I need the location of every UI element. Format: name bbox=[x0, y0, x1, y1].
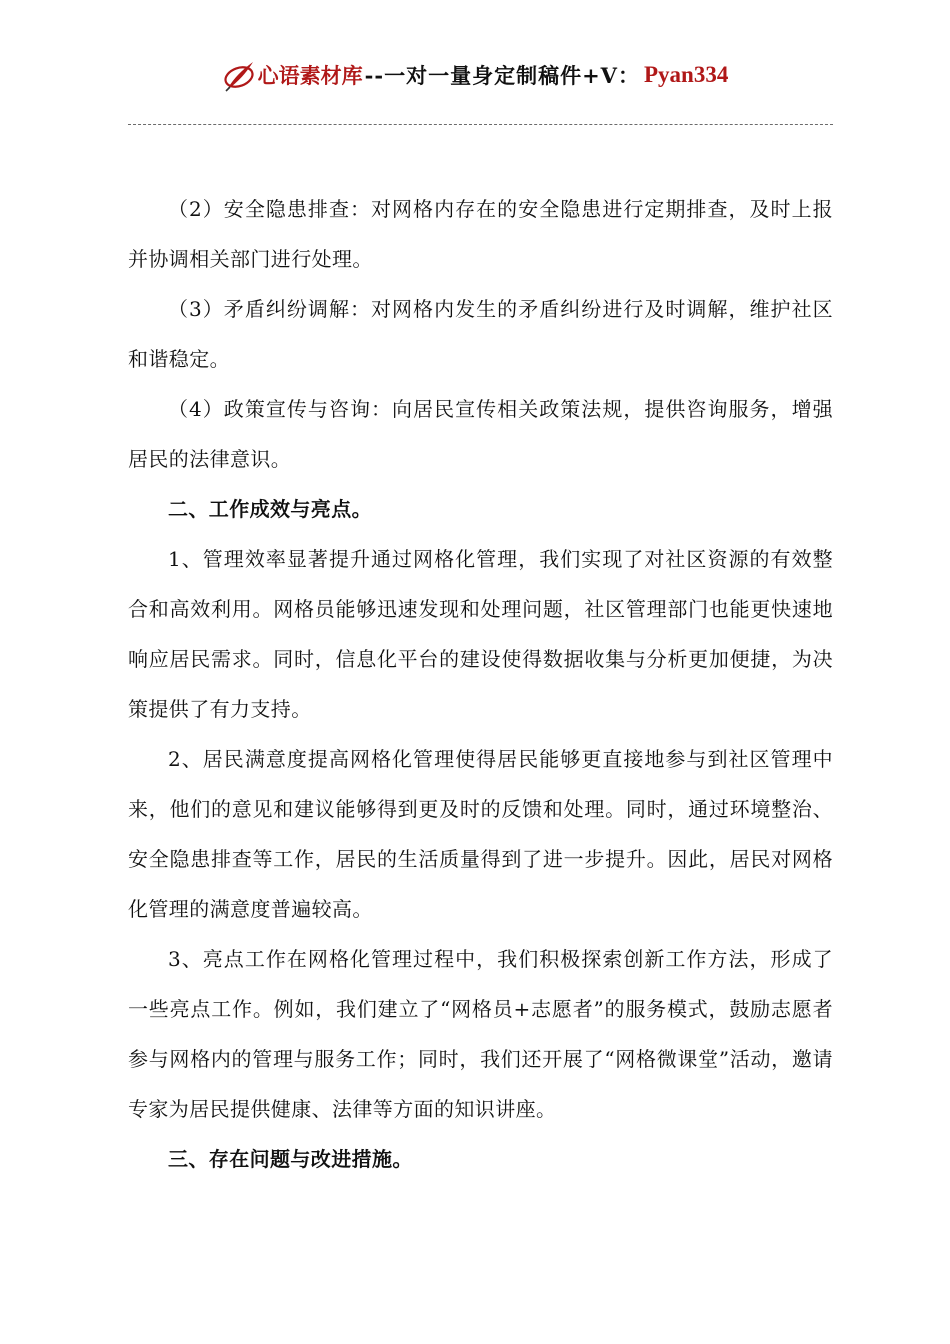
header-tagline: --一对一量身定制稿件+V： bbox=[364, 63, 640, 88]
page-header bbox=[0, 58, 950, 106]
section-heading-problems: 三、存在问题与改进措施。 bbox=[168, 1147, 413, 1171]
section-heading-results: 二、工作成效与亮点。 bbox=[168, 497, 372, 521]
paragraph-dispute-mediation: （3）矛盾纠纷调解：对网格内发生的矛盾纠纷进行及时调解，维护社区和谐稳定。 bbox=[128, 297, 833, 371]
document-body bbox=[128, 184, 833, 1184]
paragraph-satisfaction: 2、居民满意度提高网格化管理使得居民能够更直接地参与到社区管理中来，他们的意见和建议能够得到更及时的反馈和处理。同时，通过环境整治、安全隐患排查等工作，居民的生活质量得到了进一步提升。因此，居民对网格化管理的满意度普遍较高。 bbox=[128, 747, 833, 921]
contact-id: Pyan334 bbox=[643, 62, 729, 87]
paragraph-highlights: 3、亮点工作在网格化管理过程中，我们积极探索创新工作方法，形成了一些亮点工作。例如，我们建立了“网格员+志愿者”的服务模式，鼓励志愿者参与网格内的管理与服务工作；同时，我们还开展了“网格微课堂”活动，邀请专家为居民提供健康、法律等方面的知识讲座。 bbox=[128, 947, 833, 1121]
paragraph-policy-promotion: （4）政策宣传与咨询：向居民宣传相关政策法规，提供咨询服务，增强居民的法律意识。 bbox=[128, 397, 833, 471]
brand-name: 心语素材库 bbox=[257, 63, 363, 88]
header-inner bbox=[222, 58, 729, 92]
paragraph-efficiency: 1、管理效率显著提升通过网格化管理，我们实现了对社区资源的有效整合和高效利用。网格员能够迅速发现和处理问题，社区管理部门也能更快速地响应居民需求。同时，信息化平台的建设使得数据收集与分析更加便捷，为决策提供了有力支持。 bbox=[128, 547, 833, 721]
header-divider bbox=[128, 124, 833, 125]
quill-logo-icon bbox=[222, 58, 256, 92]
paragraph-safety-check: （2）安全隐患排查：对网格内存在的安全隐患进行定期排查，及时上报并协调相关部门进行处理。 bbox=[128, 197, 833, 271]
